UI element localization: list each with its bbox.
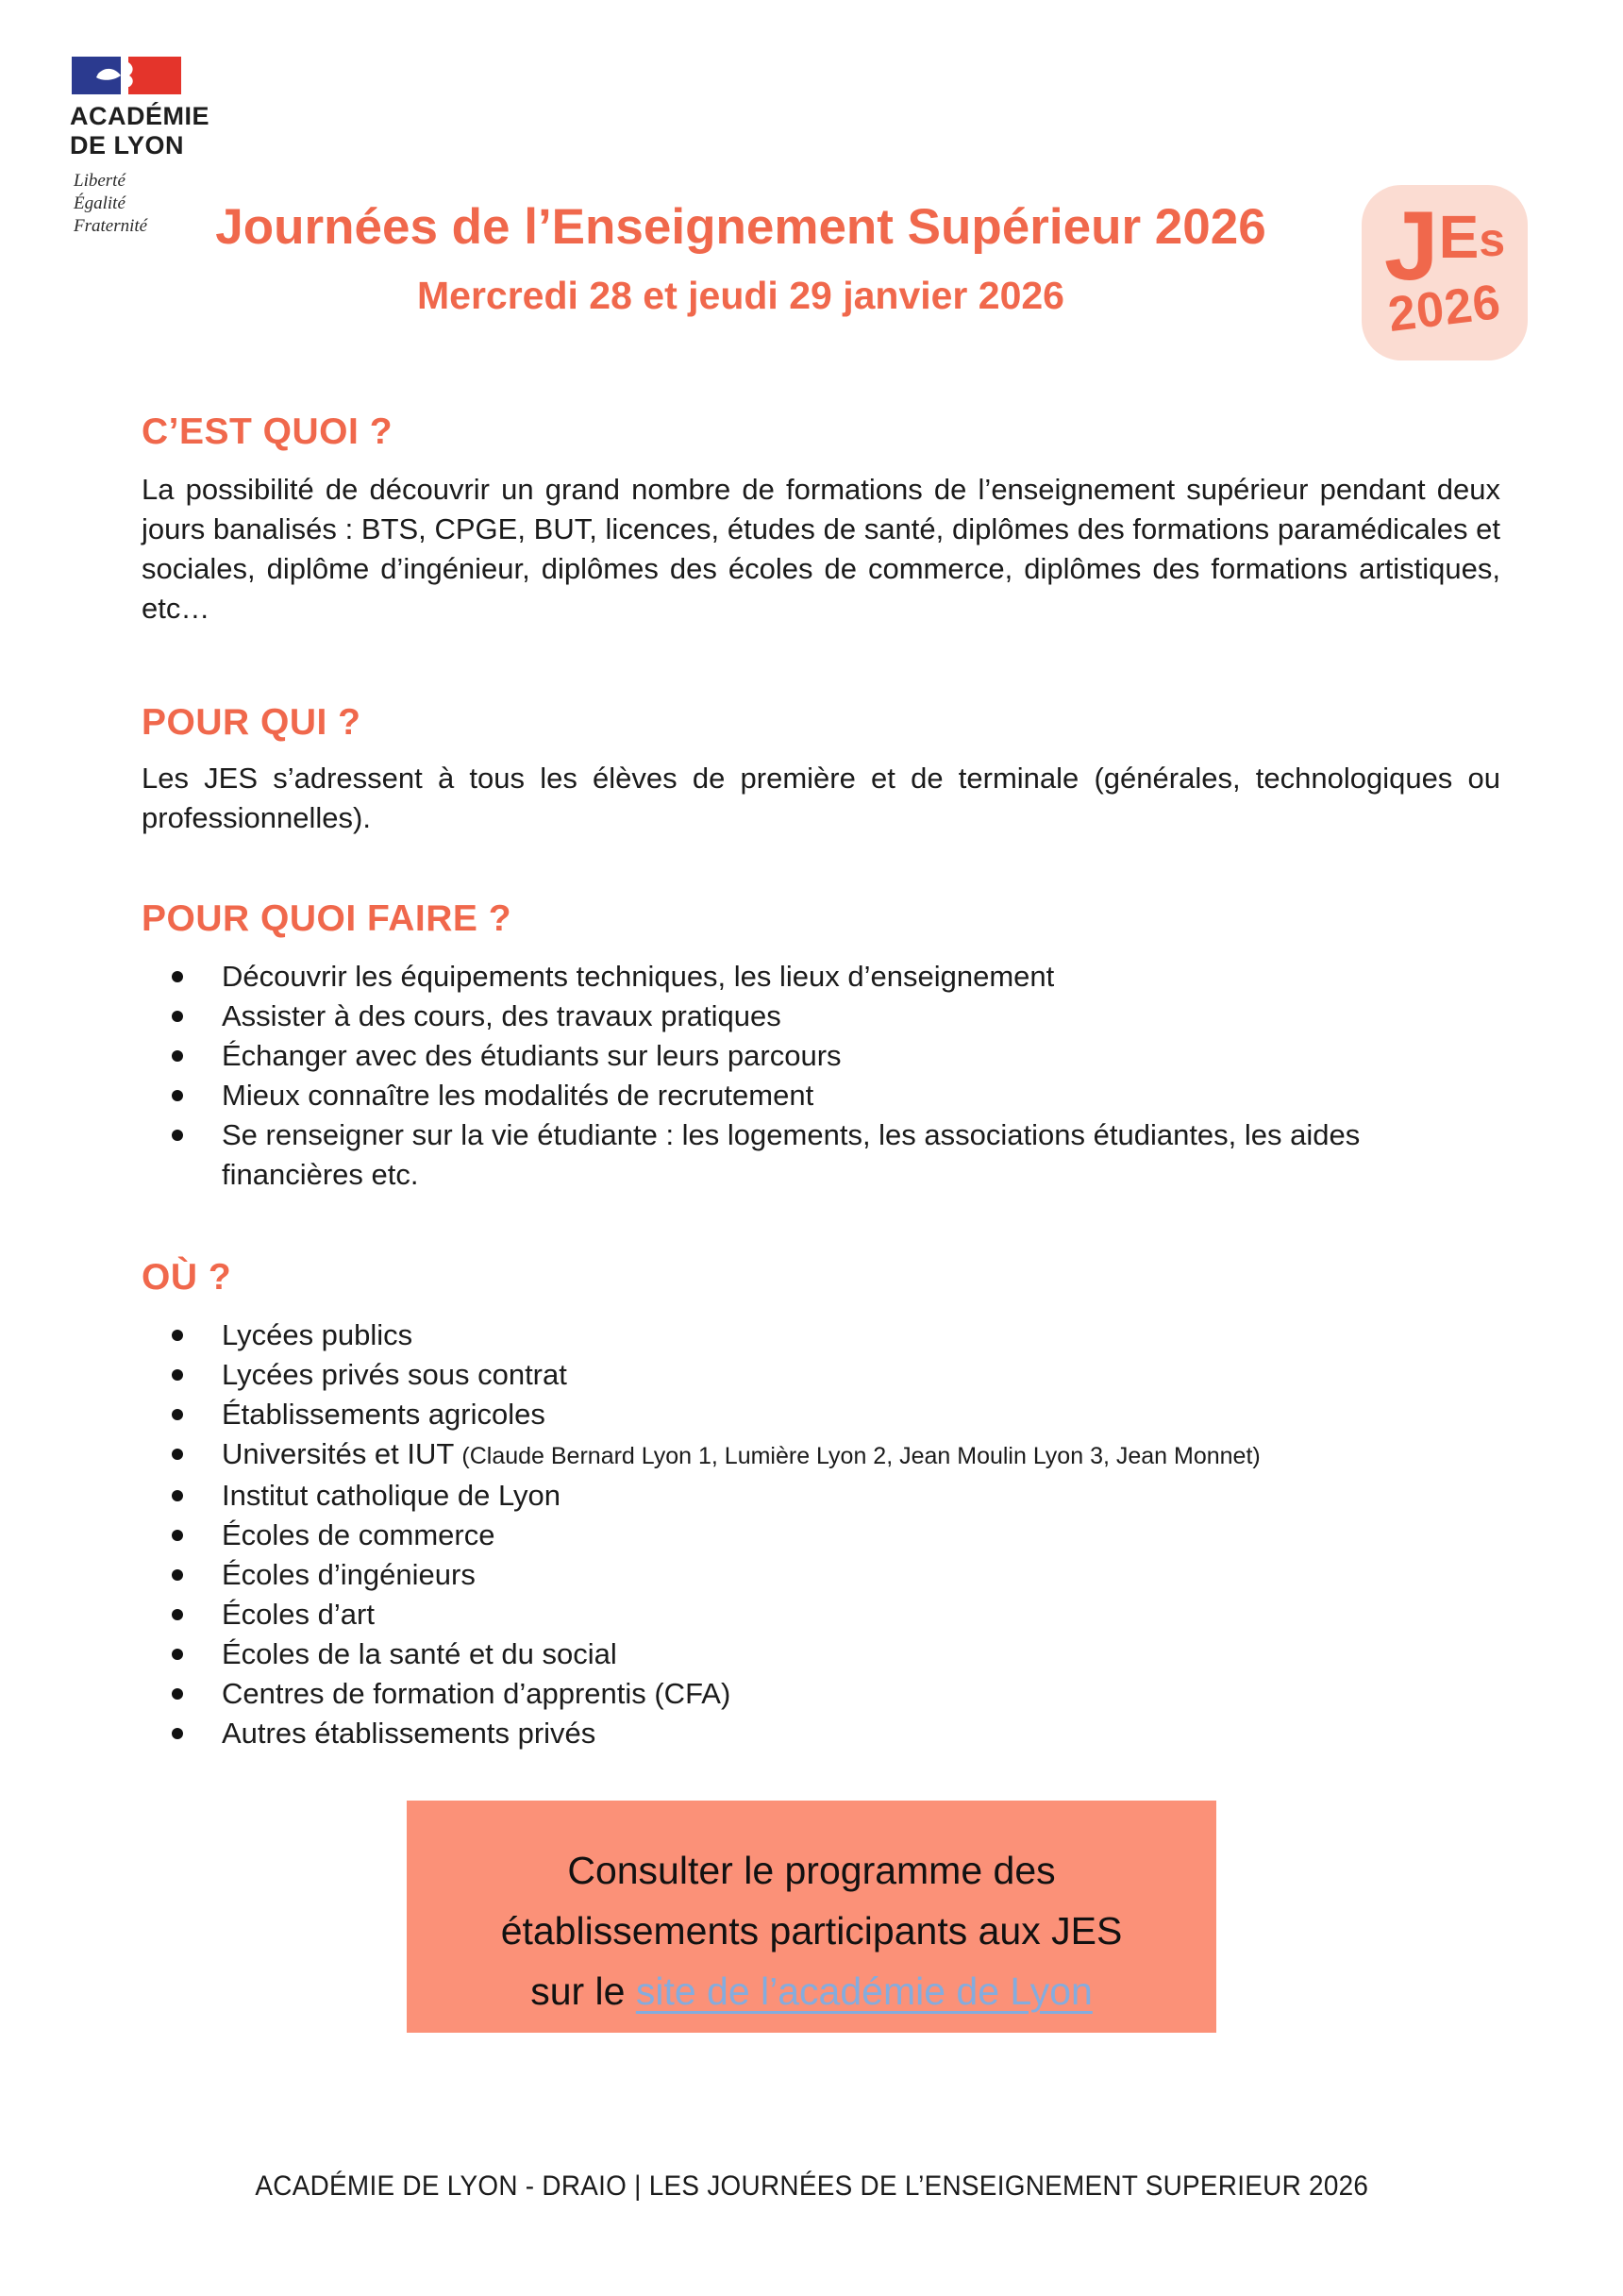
section-pour-quoi-faire-heading: POUR QUOI FAIRE ? [142, 898, 512, 939]
list-item: Institut catholique de Lyon [142, 1476, 1500, 1516]
cta-line-3 [407, 1961, 1216, 2021]
footer-text: ACADÉMIE DE LYON - DRAIO | LES JOURNÉES DE L’ENSEIGNEMENT SUPERIEUR 2026 [255, 2170, 1368, 2202]
section-pour-quoi-faire [142, 900, 1500, 1195]
cta-line-2: établissements participants aux JES [500, 1909, 1123, 1952]
list-item: Se renseigner sur la vie étudiante : les logements, les associations étudiantes, les aides financières etc. [142, 1115, 1500, 1195]
section-cest-quoi-paragraph: La possibilité de découvrir un grand nombre de formations de l’enseignement supérieur pendant deux jours banalisés : BTS, CPGE, BUT, licences, études de santé, diplômes des formations paramédicales et sociales, diplôme d’ingénieur, diplômes des écoles de commerce, diplômes des formations artistiques, etc… [142, 473, 1500, 625]
list-item: Lycées privés sous contrat [142, 1355, 1500, 1395]
page-footer [0, 2170, 1623, 2203]
pour-quoi-faire-list [142, 957, 1500, 1195]
ou-list [142, 1316, 1500, 1753]
section-pour-qui-heading: POUR QUI ? [142, 702, 361, 743]
list-item: Mieux connaître les modalités de recrutement [142, 1076, 1500, 1115]
list-item: Échanger avec des étudiants sur leurs parcours [142, 1036, 1500, 1076]
universites-main-text: Universités et IUT [222, 1437, 462, 1470]
list-item: Écoles de commerce [142, 1516, 1500, 1555]
section-pour-qui-paragraph: Les JES s’adressent à tous les élèves de première et de terminale (générales, technologiques ou professionnelles). [142, 762, 1500, 834]
list-item: Centres de formation d’apprentis (CFA) [142, 1674, 1500, 1714]
badge-letter-e: E [1438, 203, 1480, 271]
logo-motto-line2: Égalité [74, 193, 125, 213]
list-item [142, 1434, 1500, 1476]
logo-academy-line2: DE LYON [70, 131, 185, 159]
list-item: Écoles d’art [142, 1595, 1500, 1634]
list-item: Écoles d’ingénieurs [142, 1555, 1500, 1595]
universites-detail-text: (Claude Bernard Lyon 1, Lumière Lyon 2, Jean Moulin Lyon 3, Jean Monnet) [461, 1443, 1261, 1469]
section-cest-quoi-heading: C’EST QUOI ? [142, 411, 393, 452]
main-content [142, 413, 1500, 1753]
logo-motto-line1: Liberté [74, 171, 125, 191]
logo-academy-name [70, 102, 209, 160]
list-item: Écoles de la santé et du social [142, 1634, 1500, 1674]
cta-line-1: Consulter le programme des [567, 1849, 1056, 1892]
list-item: Établissements agricoles [142, 1395, 1500, 1434]
cta-box [407, 1801, 1216, 2033]
page-subtitle: Mercredi 28 et jeudi 29 janvier 2026 [417, 274, 1064, 318]
list-item: Lycées publics [142, 1316, 1500, 1355]
list-item: Assister à des cours, des travaux pratiques [142, 997, 1500, 1036]
section-pour-qui [142, 704, 1500, 838]
logo-motto-line3: Fraternité [74, 216, 148, 236]
section-ou [142, 1259, 1500, 1753]
header [142, 200, 1340, 318]
badge-letter-s: s [1479, 213, 1506, 266]
cta-line-3-prefix: sur le [530, 1969, 636, 2013]
badge-year-text: 2026 [1385, 275, 1504, 344]
french-flag-icon [70, 55, 183, 96]
badge-letter-j: J [1383, 192, 1439, 301]
section-cest-quoi [142, 413, 1500, 628]
page-title: Journées de l’Enseignement Supérieur 2026 [215, 199, 1266, 255]
list-item: Découvrir les équipements techniques, les lieux d’enseignement [142, 957, 1500, 997]
logo-academy-line1: ACADÉMIE [70, 102, 210, 130]
academie-lyon-site-link[interactable]: site de l’académie de Lyon [635, 1969, 1093, 2013]
jes-2026-badge [1362, 185, 1528, 360]
section-ou-heading: OÙ ? [142, 1257, 232, 1298]
list-item: Autres établissements privés [142, 1714, 1500, 1753]
